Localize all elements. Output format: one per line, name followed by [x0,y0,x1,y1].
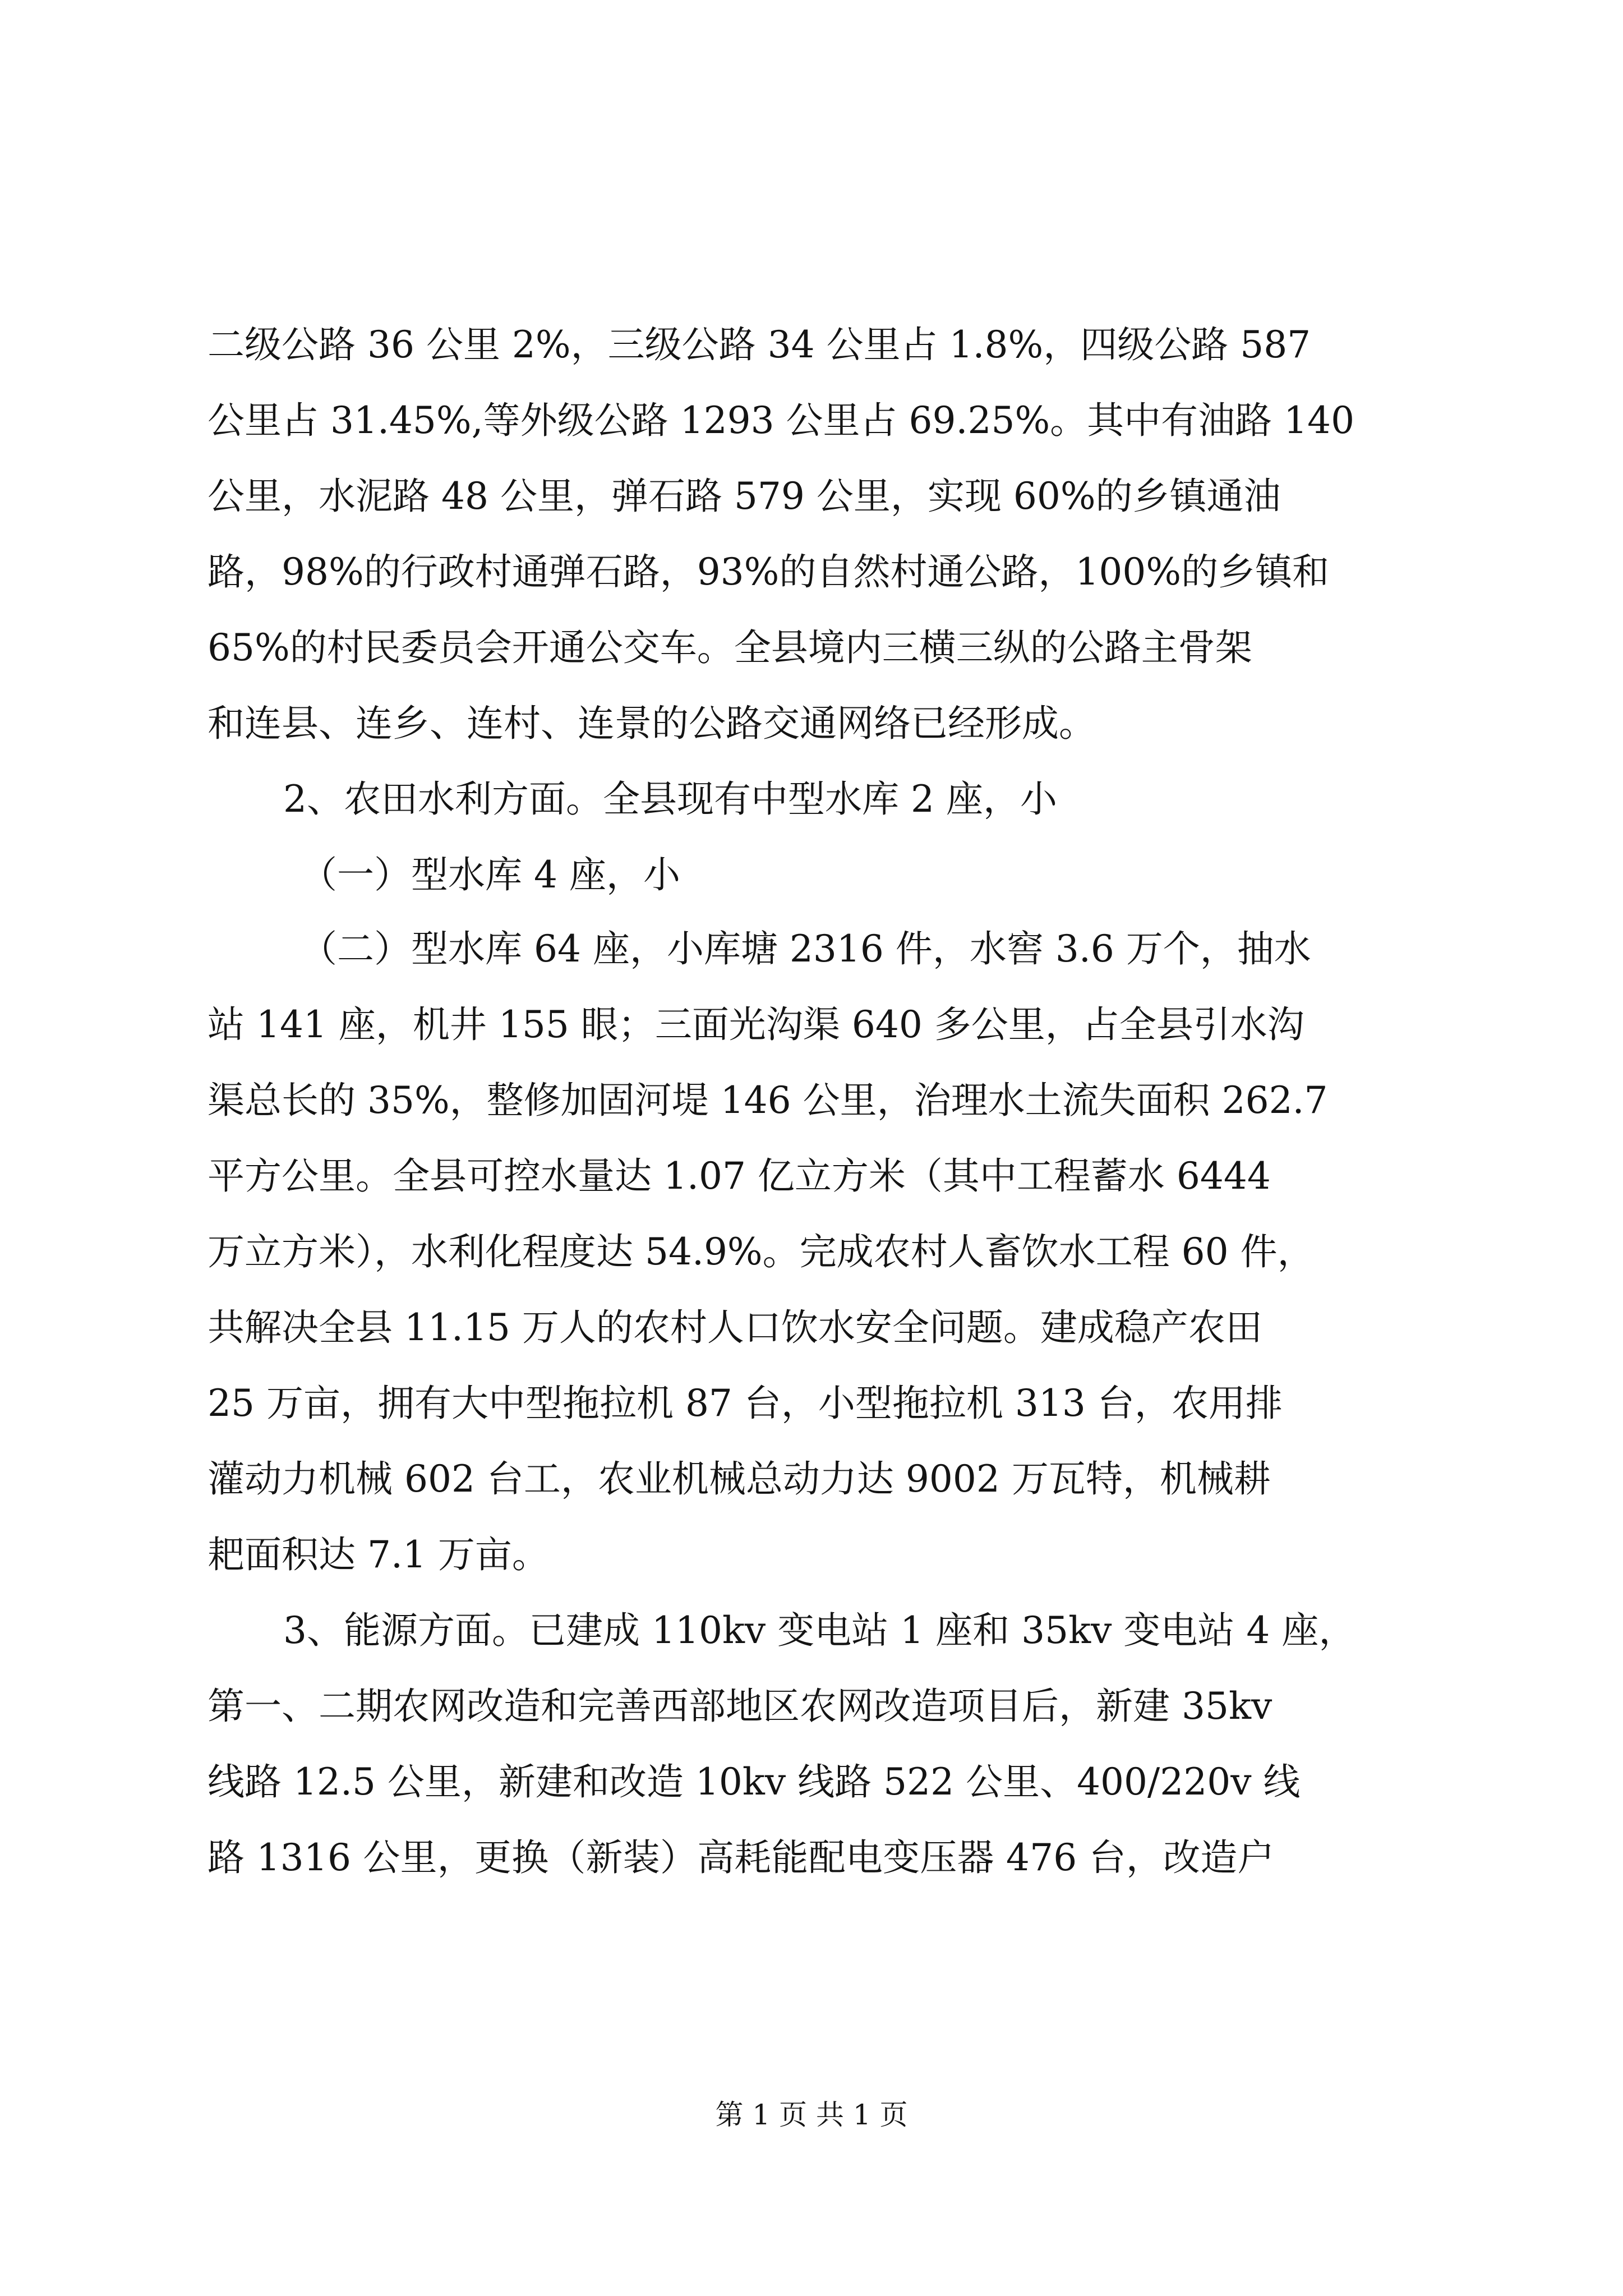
page-footer: 第 1 页 共 1 页 [715,2099,908,2131]
text-line: 线路 12.5 公里，新建和改造 10kv 线路 522 公里、400/220v 线 [208,1760,1301,1803]
text-line: 公里占 31.45%,等外级公路 1293 公里占 69.25%。其中有油路 140 [208,399,1355,442]
paragraph-start: （一）型水库 4 座，小 [300,853,680,896]
text-line: 耙面积达 7.1 万亩。 [208,1533,549,1576]
text-line: 站 141 座，机井 155 眼；三面光沟渠 640 多公里，占全县引水沟 [208,1003,1304,1046]
text-line: 第一、二期农网改造和完善西部地区农网改造项目后，新建 35kv [208,1685,1272,1728]
text-line: 25 万亩，拥有大中型拖拉机 87 台，小型拖拉机 313 台，农用排 [208,1382,1283,1425]
text-line: 公里，水泥路 48 公里，弹石路 579 公里，实现 60%的乡镇通油 [208,475,1281,518]
text-line: 万立方米），水利化程度达 54.9%。完成农村人畜饮水工程 60 件， [208,1230,1315,1273]
text-line: 路，98%的行政村通弹石路，93%的自然村通公路，100%的乡镇和 [208,550,1330,593]
paragraph-start: （二）型水库 64 座，小库塘 2316 件，水窖 3.6 万个，抽水 [300,927,1311,970]
paragraph-start: 3、能源方面。已建成 110kv 变电站 1 座和 35kv 变电站 4 座， [283,1609,1356,1652]
text-line: 共解决全县 11.15 万人的农村人口饮水安全问题。建成稳产农田 [208,1306,1262,1349]
paragraph-start: 2、农田水利方面。全县现有中型水库 2 座，小 [283,777,1057,821]
text-line: 灌动力机械 602 台工，农业机械总动力达 9002 万瓦特，机械耕 [208,1457,1271,1501]
text-line: 二级公路 36 公里 2%，三级公路 34 公里占 1.8%，四级公路 587 [208,323,1311,366]
text-line: 平方公里。全县可控水量达 1.07 亿立方米（其中工程蓄水 6444 [208,1154,1271,1198]
text-line: 和连县、连乡、连村、连景的公路交通网络已经形成。 [208,702,1096,745]
text-line: 路 1316 公里，更换（新装）高耗能配电变压器 476 台，改造户 [208,1836,1275,1879]
text-line: 渠总长的 35%，整修加固河堤 146 公里，治理水土流失面积 262.7 [208,1079,1328,1122]
text-line: 65%的村民委员会开通公交车。全县境内三横三纵的公路主骨架 [208,626,1252,669]
